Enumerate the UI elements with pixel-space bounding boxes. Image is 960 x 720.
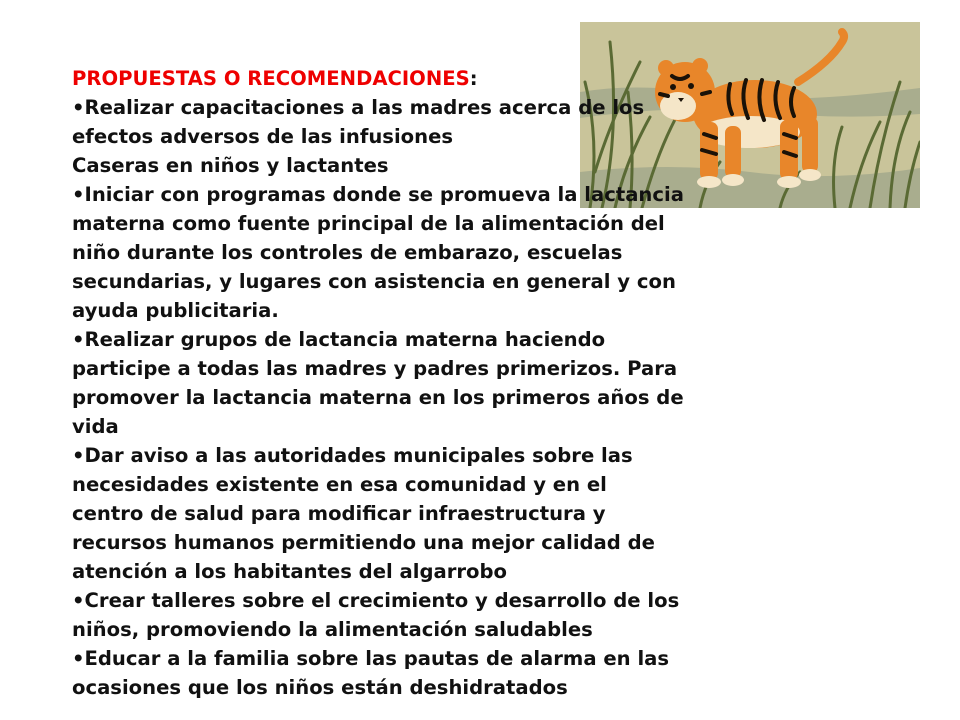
text-line: centro de salud para modificar infraestructura y [72, 502, 606, 525]
text-line: Caseras en niños y lactantes [72, 154, 389, 177]
text-line: participe a todas las madres y padres primerizos. Para [72, 357, 678, 380]
text-line: ocasiones que los niños están deshidratados [72, 676, 568, 699]
text-line: •Iniciar con programas donde se promueva la lactancia [72, 183, 684, 206]
text-line: •Realizar capacitaciones a las madres acerca de los [72, 96, 645, 119]
heading [72, 64, 832, 93]
text-line: efectos adversos de las infusiones [72, 125, 454, 148]
text-line: materna como fuente principal de la alimentación del [72, 212, 665, 235]
text-line: niños, promoviendo la alimentación saludables [72, 618, 593, 641]
text-line: •Realizar grupos de lactancia materna haciendo [72, 328, 606, 351]
text-line: recursos humanos permitiendo una mejor calidad de [72, 531, 655, 554]
recommendations-text [72, 64, 832, 702]
text-line: atención a los habitantes del algarrobo [72, 560, 507, 583]
text-line: ayuda publicitaria. [72, 299, 279, 322]
text-line: •Dar aviso a las autoridades municipales sobre las [72, 444, 633, 467]
text-line: secundarias, y lugares con asistencia en general y con [72, 270, 676, 293]
text-line: •Educar a la familia sobre las pautas de alarma en las [72, 647, 670, 670]
text-line: promover la lactancia materna en los primeros años de [72, 386, 684, 409]
text-line: •Crear talleres sobre el crecimiento y desarrollo de los [72, 589, 680, 612]
heading-text: PROPUESTAS O RECOMENDACIONES [72, 67, 470, 90]
text-line: necesidades existente en esa comunidad y en el [72, 473, 607, 496]
text-line: vida [72, 415, 119, 438]
text-line: niño durante los controles de embarazo, escuelas [72, 241, 623, 264]
heading-colon: : [469, 67, 478, 90]
